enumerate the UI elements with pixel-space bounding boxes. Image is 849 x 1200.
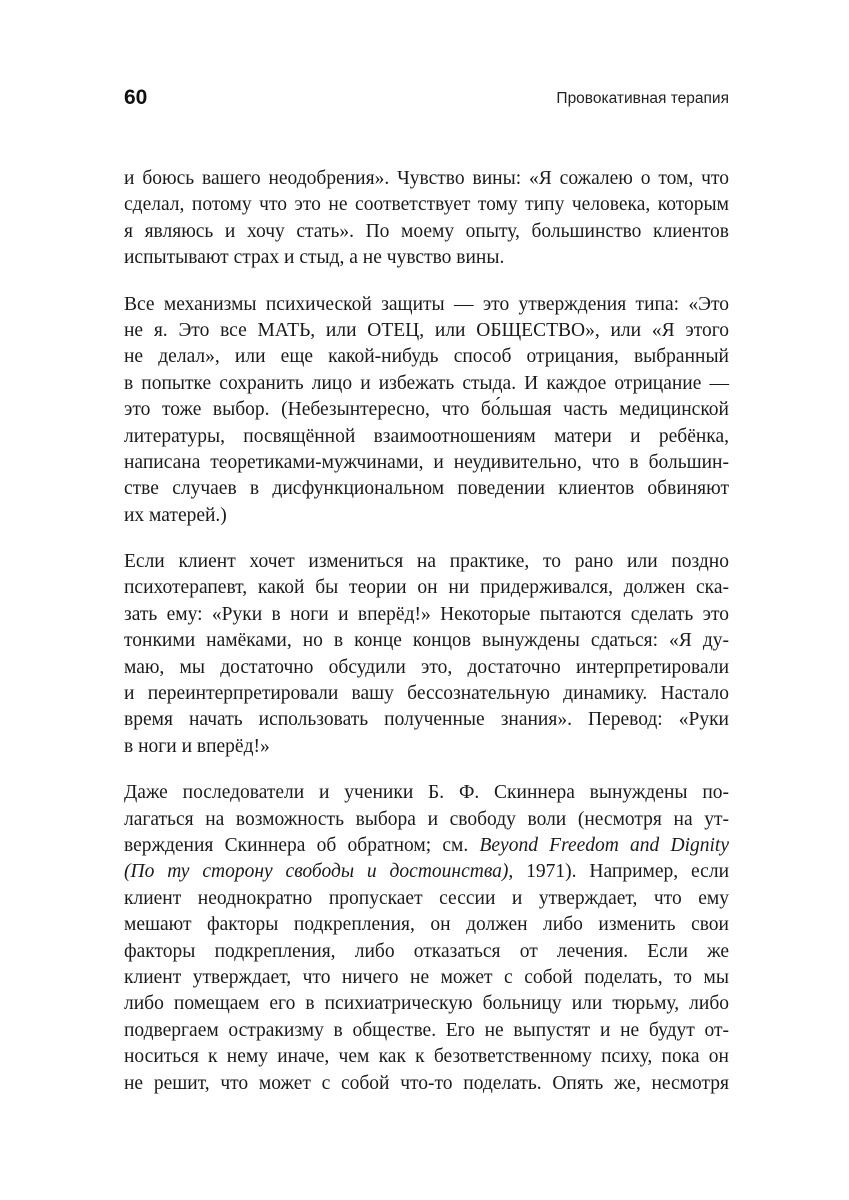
text-run: не решит, что может с собой что-то поделать. Опять же, несмотря	[124, 1072, 729, 1094]
text-run: не делал», или еще какой-нибудь способ отрицания, выбранный	[124, 346, 729, 368]
text-run: клиент утверждает, что ничего не может с собой поделать, то мы	[124, 966, 729, 988]
text-line	[124, 965, 729, 991]
text-line	[124, 344, 729, 370]
text-line	[124, 1044, 729, 1070]
text-run: в попытке сохранить лицо и избежать стыда. И каждое отрицание —	[124, 372, 729, 394]
text-line	[124, 707, 729, 733]
text-line	[124, 602, 729, 628]
text-run: зать ему: «Руки в ноги и вперёд!» Некоторые пытаются сделать это	[124, 603, 729, 625]
text-run: стве случаев в дисфункциональном поведении клиентов обвиняют	[124, 478, 729, 500]
text-run: подвергаем остракизму в обществе. Его не выпустят и не будут от-	[124, 1019, 729, 1041]
text-line	[124, 476, 729, 502]
text-line	[124, 859, 729, 885]
paragraph	[124, 549, 729, 760]
text-line	[124, 807, 729, 833]
page-number: 60	[124, 86, 148, 109]
text-run: литературы, посвящённой взаимоотношениям матери и ребёнка,	[124, 425, 729, 447]
text-line	[124, 503, 729, 529]
body-text	[124, 166, 729, 1117]
text-run: испытывают страх и стыд, а не чувство вины.	[124, 247, 505, 269]
text-line	[124, 681, 729, 707]
text-line	[124, 219, 729, 245]
page-header	[124, 84, 729, 114]
text-line	[124, 833, 729, 859]
text-line	[124, 166, 729, 192]
text-run: не я. Это все МАТЬ, или ОТЕЦ, или ОБЩЕСТВО», или «Я этого	[124, 319, 729, 341]
text-run: лагаться на возможность выбора и свободу воли (несмотря на ут-	[124, 808, 729, 830]
text-run: и переинтерпретировали вашу бессознательную динамику. Настало	[124, 683, 729, 705]
text-run: клиент неоднократно пропускает сессии и утверждает, что ему	[124, 887, 729, 909]
text-run: я являюсь и хочу стать». По моему опыту, большинство клиентов	[124, 220, 729, 242]
text-line	[124, 575, 729, 601]
text-run: факторы подкрепления, либо отказаться от лечения. Если же	[124, 940, 729, 962]
text-run: маю, мы достаточно обсудили это, достаточно интерпретировали	[124, 656, 729, 678]
italic-text: (По ту сторону свободы и достоинства)	[124, 861, 509, 883]
text-run: психотерапевт, какой бы теории он ни придерживался, должен ска-	[124, 577, 729, 599]
text-line	[124, 780, 729, 806]
running-head-title: Провокативная терапия	[556, 90, 729, 107]
text-run: мешают факторы подкрепления, он должен либо изменить свои	[124, 914, 729, 936]
text-line	[124, 912, 729, 938]
text-run: написана теоретиками-мужчинами, и неудивительно, что в большин-	[124, 451, 729, 473]
text-run: сделал, потому что это не соответствует тому типу человека, которым	[124, 194, 729, 216]
text-line	[124, 939, 729, 965]
text-line	[124, 318, 729, 344]
text-line	[124, 734, 729, 760]
text-line	[124, 192, 729, 218]
text-line	[124, 245, 729, 271]
text-run: их матерей.)	[124, 504, 227, 526]
paragraph	[124, 780, 729, 1097]
paragraph	[124, 292, 729, 530]
text-run: носиться к нему иначе, чем как к безответственному психу, пока он	[124, 1046, 729, 1068]
text-run: либо помещаем его в психиатрическую больницу или тюрьму, либо	[124, 993, 729, 1015]
text-line	[124, 371, 729, 397]
text-line	[124, 655, 729, 681]
text-line	[124, 549, 729, 575]
text-line	[124, 292, 729, 318]
text-line	[124, 424, 729, 450]
text-line	[124, 397, 729, 423]
paragraph	[124, 166, 729, 272]
text-line	[124, 991, 729, 1017]
text-run: тонкими намёками, но в конце концов вынуждены сдаться: «Я ду-	[124, 630, 729, 652]
text-run: Если клиент хочет измениться на практике, то рано или поздно	[124, 551, 729, 573]
text-run: в ноги и вперёд!»	[124, 735, 270, 757]
text-run: это тоже выбор. (Небезынтересно, что бо́льшая часть медицинской	[124, 399, 729, 421]
text-line	[124, 1071, 729, 1097]
text-line	[124, 886, 729, 912]
italic-text: Beyond Freedom and Dignity	[479, 834, 729, 856]
text-run: и боюсь вашего неодобрения». Чувство вины: «Я сожалею о том, что	[124, 168, 729, 189]
text-run: верждения Скиннера об обратном; см.	[124, 834, 480, 856]
text-run: Все механизмы психической защиты — это утверждения типа: «Это	[124, 293, 729, 315]
text-line	[124, 628, 729, 654]
text-run: Даже последователи и ученики Б. Ф. Скиннера вынуждены по-	[124, 782, 729, 804]
text-run: , 1971). Например, если	[508, 861, 729, 883]
text-line	[124, 450, 729, 476]
text-line	[124, 1018, 729, 1044]
text-run: время начать использовать полученные знания». Перевод: «Руки	[124, 709, 729, 731]
